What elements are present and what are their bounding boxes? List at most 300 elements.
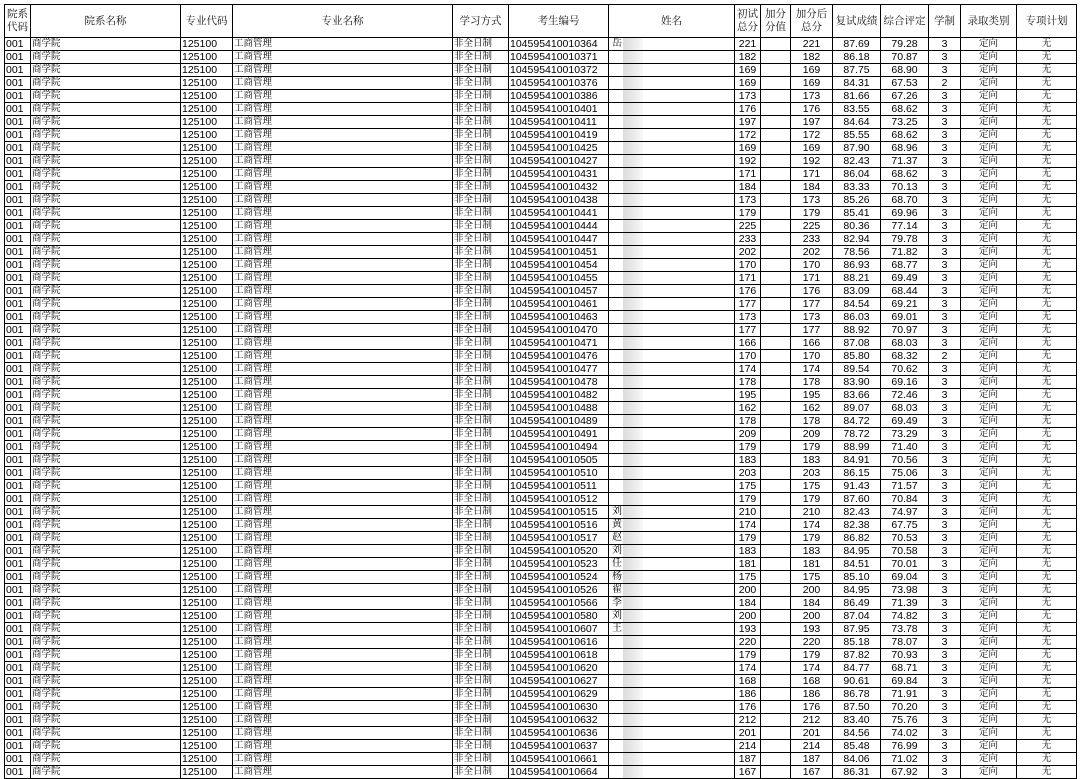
- redaction-blur: [623, 376, 643, 388]
- cell-dept-code: 001: [5, 311, 31, 324]
- cell-major-name: 工商管理: [233, 701, 453, 714]
- cell-overall: 71.37: [881, 155, 929, 168]
- cell-major-name: 工商管理: [233, 493, 453, 506]
- cell-dept-name: 商学院: [31, 155, 181, 168]
- redaction-blur: [623, 207, 643, 219]
- cell-major-name: 工商管理: [233, 636, 453, 649]
- cell-retest-score: 85.26: [833, 194, 881, 207]
- cell-retest-score: 83.33: [833, 181, 881, 194]
- cell-total-after-bonus: 214: [791, 740, 833, 753]
- cell-retest-score: 84.56: [833, 727, 881, 740]
- redaction-blur: [623, 246, 643, 258]
- cell-major-name: 工商管理: [233, 623, 453, 636]
- cell-study-mode: 非全日制: [453, 350, 509, 363]
- cell-special-plan: 无: [1017, 324, 1077, 337]
- cell-prelim-total: 171: [735, 168, 761, 181]
- cell-total-after-bonus: 167: [791, 766, 833, 779]
- cell-overall: 77.14: [881, 220, 929, 233]
- cell-overall: 75.76: [881, 714, 929, 727]
- cell-overall: 68.77: [881, 259, 929, 272]
- candidate-name: [610, 337, 612, 348]
- cell-prelim-total: 169: [735, 142, 761, 155]
- cell-dept-code: 001: [5, 389, 31, 402]
- cell-years: 3: [929, 181, 961, 194]
- redaction-blur: [623, 571, 643, 583]
- cell-retest-score: 87.82: [833, 649, 881, 662]
- cell-dept-name: 商学院: [31, 610, 181, 623]
- cell-admission-type: 定向: [961, 376, 1017, 389]
- cell-admission-type: 定向: [961, 636, 1017, 649]
- cell-total-after-bonus: 193: [791, 623, 833, 636]
- table-header: [5, 5, 1077, 38]
- cell-prelim-total: 178: [735, 376, 761, 389]
- cell-study-mode: 非全日制: [453, 467, 509, 480]
- cell-exam-no: 104595410010463: [509, 311, 609, 324]
- cell-name: [609, 402, 735, 415]
- cell-years: 3: [929, 493, 961, 506]
- cell-major-name: 工商管理: [233, 584, 453, 597]
- cell-name: [609, 272, 735, 285]
- cell-study-mode: 非全日制: [453, 207, 509, 220]
- cell-dept-name: 商学院: [31, 64, 181, 77]
- cell-bonus: [761, 532, 791, 545]
- cell-name: [609, 649, 735, 662]
- cell-special-plan: 无: [1017, 389, 1077, 402]
- table-row: [5, 506, 1077, 519]
- redaction-blur: [623, 90, 643, 102]
- cell-dept-name: 商学院: [31, 753, 181, 766]
- cell-study-mode: 非全日制: [453, 324, 509, 337]
- cell-major-name: 工商管理: [233, 428, 453, 441]
- table-row: [5, 90, 1077, 103]
- cell-major-name: 工商管理: [233, 272, 453, 285]
- cell-name: [609, 753, 735, 766]
- cell-total-after-bonus: 178: [791, 376, 833, 389]
- cell-years: 3: [929, 90, 961, 103]
- cell-special-plan: 无: [1017, 155, 1077, 168]
- redaction-blur: [623, 766, 643, 778]
- cell-dept-code: 001: [5, 493, 31, 506]
- cell-special-plan: 无: [1017, 415, 1077, 428]
- cell-overall: 76.99: [881, 740, 929, 753]
- admission-table: [4, 4, 1077, 779]
- cell-prelim-total: 183: [735, 545, 761, 558]
- cell-bonus: [761, 324, 791, 337]
- cell-prelim-total: 177: [735, 324, 761, 337]
- cell-major-name: 工商管理: [233, 129, 453, 142]
- header-total-after-bonus: 加分后总分: [791, 5, 833, 38]
- cell-major-code: 125100: [181, 727, 233, 740]
- cell-study-mode: 非全日制: [453, 662, 509, 675]
- cell-bonus: [761, 493, 791, 506]
- cell-retest-score: 86.15: [833, 467, 881, 480]
- cell-retest-score: 88.99: [833, 441, 881, 454]
- cell-major-code: 125100: [181, 753, 233, 766]
- cell-dept-code: 001: [5, 753, 31, 766]
- redaction-blur: [623, 519, 643, 531]
- table-body: [5, 38, 1077, 779]
- cell-dept-code: 001: [5, 584, 31, 597]
- cell-prelim-total: 212: [735, 714, 761, 727]
- candidate-name: [610, 467, 612, 478]
- cell-years: 3: [929, 636, 961, 649]
- cell-special-plan: 无: [1017, 753, 1077, 766]
- candidate-name: [610, 688, 612, 699]
- cell-dept-code: 001: [5, 740, 31, 753]
- cell-overall: 67.26: [881, 90, 929, 103]
- cell-admission-type: 定向: [961, 714, 1017, 727]
- cell-major-code: 125100: [181, 272, 233, 285]
- cell-dept-code: 001: [5, 727, 31, 740]
- candidate-name: [610, 246, 612, 257]
- cell-total-after-bonus: 187: [791, 753, 833, 766]
- cell-dept-name: 商学院: [31, 103, 181, 116]
- candidate-name: [610, 207, 612, 218]
- cell-bonus: [761, 610, 791, 623]
- cell-dept-code: 001: [5, 350, 31, 363]
- cell-bonus: [761, 454, 791, 467]
- cell-exam-no: 104595410010372: [509, 64, 609, 77]
- cell-dept-code: 001: [5, 77, 31, 90]
- cell-study-mode: 非全日制: [453, 168, 509, 181]
- cell-retest-score: 85.55: [833, 129, 881, 142]
- header-exam-no: 考生编号: [509, 5, 609, 38]
- cell-prelim-total: 162: [735, 402, 761, 415]
- cell-prelim-total: 201: [735, 727, 761, 740]
- cell-admission-type: 定向: [961, 129, 1017, 142]
- header-name: 姓名: [609, 5, 735, 38]
- cell-major-name: 工商管理: [233, 246, 453, 259]
- header-dept-name: 院系名称: [31, 5, 181, 38]
- cell-overall: 71.40: [881, 441, 929, 454]
- redaction-blur: [623, 402, 643, 414]
- cell-dept-code: 001: [5, 402, 31, 415]
- cell-special-plan: 无: [1017, 428, 1077, 441]
- cell-major-code: 125100: [181, 675, 233, 688]
- cell-special-plan: 无: [1017, 259, 1077, 272]
- cell-exam-no: 104595410010364: [509, 38, 609, 51]
- cell-overall: 68.03: [881, 337, 929, 350]
- cell-admission-type: 定向: [961, 402, 1017, 415]
- cell-total-after-bonus: 184: [791, 181, 833, 194]
- cell-years: 3: [929, 272, 961, 285]
- cell-exam-no: 104595410010566: [509, 597, 609, 610]
- cell-study-mode: 非全日制: [453, 506, 509, 519]
- cell-dept-code: 001: [5, 194, 31, 207]
- cell-study-mode: 非全日制: [453, 246, 509, 259]
- cell-study-mode: 非全日制: [453, 142, 509, 155]
- table-row: [5, 233, 1077, 246]
- candidate-name: 王: [612, 623, 622, 634]
- cell-years: 3: [929, 506, 961, 519]
- cell-total-after-bonus: 173: [791, 90, 833, 103]
- cell-total-after-bonus: 182: [791, 51, 833, 64]
- table-row: [5, 740, 1077, 753]
- table-row: [5, 324, 1077, 337]
- cell-exam-no: 104595410010511: [509, 480, 609, 493]
- cell-admission-type: 定向: [961, 545, 1017, 558]
- cell-retest-score: 80.36: [833, 220, 881, 233]
- cell-dept-code: 001: [5, 51, 31, 64]
- redaction-blur: [623, 623, 643, 635]
- cell-exam-no: 104595410010491: [509, 428, 609, 441]
- cell-overall: 68.96: [881, 142, 929, 155]
- redaction-blur: [623, 740, 643, 752]
- cell-years: 3: [929, 584, 961, 597]
- cell-exam-no: 104595410010441: [509, 207, 609, 220]
- cell-prelim-total: 195: [735, 389, 761, 402]
- cell-dept-code: 001: [5, 272, 31, 285]
- cell-exam-no: 104595410010419: [509, 129, 609, 142]
- table-row: [5, 142, 1077, 155]
- cell-admission-type: 定向: [961, 298, 1017, 311]
- cell-name: [609, 168, 735, 181]
- cell-prelim-total: 174: [735, 662, 761, 675]
- candidate-name: [610, 129, 612, 140]
- cell-special-plan: 无: [1017, 636, 1077, 649]
- cell-special-plan: 无: [1017, 311, 1077, 324]
- cell-admission-type: 定向: [961, 571, 1017, 584]
- cell-name: [609, 597, 735, 610]
- cell-admission-type: 定向: [961, 324, 1017, 337]
- candidate-name: [610, 740, 612, 751]
- cell-study-mode: 非全日制: [453, 532, 509, 545]
- candidate-name: [610, 415, 612, 426]
- candidate-name: [610, 194, 612, 205]
- header-bonus: 加分分值: [761, 5, 791, 38]
- cell-exam-no: 104595410010607: [509, 623, 609, 636]
- cell-prelim-total: 169: [735, 77, 761, 90]
- header-study-mode: 学习方式: [453, 5, 509, 38]
- cell-total-after-bonus: 174: [791, 519, 833, 532]
- candidate-name: [610, 142, 612, 153]
- cell-special-plan: 无: [1017, 337, 1077, 350]
- cell-exam-no: 104595410010371: [509, 51, 609, 64]
- cell-name: [609, 77, 735, 90]
- cell-admission-type: 定向: [961, 90, 1017, 103]
- cell-dept-name: 商学院: [31, 558, 181, 571]
- cell-prelim-total: 177: [735, 298, 761, 311]
- cell-admission-type: 定向: [961, 181, 1017, 194]
- cell-name: [609, 51, 735, 64]
- cell-years: 3: [929, 51, 961, 64]
- cell-overall: 69.96: [881, 207, 929, 220]
- redaction-blur: [623, 701, 643, 713]
- cell-dept-name: 商学院: [31, 740, 181, 753]
- table-row: [5, 623, 1077, 636]
- cell-major-name: 工商管理: [233, 51, 453, 64]
- cell-major-code: 125100: [181, 454, 233, 467]
- cell-dept-code: 001: [5, 441, 31, 454]
- cell-dept-name: 商学院: [31, 220, 181, 233]
- cell-exam-no: 104595410010620: [509, 662, 609, 675]
- cell-overall: 74.02: [881, 727, 929, 740]
- cell-bonus: [761, 155, 791, 168]
- cell-name: [609, 233, 735, 246]
- cell-dept-code: 001: [5, 376, 31, 389]
- cell-exam-no: 104595410010637: [509, 740, 609, 753]
- cell-bonus: [761, 571, 791, 584]
- cell-retest-score: 84.64: [833, 116, 881, 129]
- cell-study-mode: 非全日制: [453, 519, 509, 532]
- cell-special-plan: 无: [1017, 38, 1077, 51]
- cell-total-after-bonus: 202: [791, 246, 833, 259]
- cell-exam-no: 104595410010520: [509, 545, 609, 558]
- cell-prelim-total: 200: [735, 610, 761, 623]
- cell-retest-score: 84.95: [833, 584, 881, 597]
- cell-admission-type: 定向: [961, 220, 1017, 233]
- cell-dept-code: 001: [5, 428, 31, 441]
- cell-total-after-bonus: 170: [791, 350, 833, 363]
- cell-total-after-bonus: 176: [791, 285, 833, 298]
- candidate-name: [610, 90, 612, 101]
- redaction-blur: [623, 38, 643, 50]
- cell-overall: 70.56: [881, 454, 929, 467]
- cell-name: [609, 324, 735, 337]
- cell-special-plan: 无: [1017, 103, 1077, 116]
- cell-years: 3: [929, 649, 961, 662]
- cell-retest-score: 86.31: [833, 766, 881, 779]
- redaction-blur: [623, 753, 643, 765]
- cell-dept-code: 001: [5, 285, 31, 298]
- cell-study-mode: 非全日制: [453, 311, 509, 324]
- cell-exam-no: 104595410010512: [509, 493, 609, 506]
- cell-exam-no: 104595410010470: [509, 324, 609, 337]
- table-row: [5, 246, 1077, 259]
- cell-major-code: 125100: [181, 389, 233, 402]
- cell-retest-score: 84.51: [833, 558, 881, 571]
- cell-total-after-bonus: 203: [791, 467, 833, 480]
- cell-prelim-total: 210: [735, 506, 761, 519]
- cell-overall: 75.06: [881, 467, 929, 480]
- cell-overall: 69.49: [881, 415, 929, 428]
- cell-study-mode: 非全日制: [453, 571, 509, 584]
- cell-dept-name: 商学院: [31, 129, 181, 142]
- cell-bonus: [761, 194, 791, 207]
- cell-bonus: [761, 51, 791, 64]
- cell-major-code: 125100: [181, 636, 233, 649]
- redaction-blur: [623, 194, 643, 206]
- cell-retest-score: 83.66: [833, 389, 881, 402]
- cell-name: [609, 337, 735, 350]
- cell-exam-no: 104595410010629: [509, 688, 609, 701]
- cell-study-mode: 非全日制: [453, 363, 509, 376]
- cell-admission-type: 定向: [961, 350, 1017, 363]
- candidate-name: [610, 233, 612, 244]
- cell-name: [609, 363, 735, 376]
- cell-study-mode: 非全日制: [453, 389, 509, 402]
- cell-admission-type: 定向: [961, 454, 1017, 467]
- cell-special-plan: 无: [1017, 350, 1077, 363]
- cell-years: 3: [929, 545, 961, 558]
- cell-dept-code: 001: [5, 766, 31, 779]
- redaction-blur: [623, 662, 643, 674]
- cell-dept-code: 001: [5, 415, 31, 428]
- cell-dept-name: 商学院: [31, 389, 181, 402]
- cell-name: [609, 675, 735, 688]
- cell-name: [609, 532, 735, 545]
- cell-total-after-bonus: 184: [791, 597, 833, 610]
- cell-prelim-total: 181: [735, 558, 761, 571]
- redaction-blur: [623, 116, 643, 128]
- cell-dept-code: 001: [5, 116, 31, 129]
- cell-major-name: 工商管理: [233, 298, 453, 311]
- candidate-name: 刘: [612, 610, 622, 621]
- cell-major-code: 125100: [181, 584, 233, 597]
- cell-exam-no: 104595410010386: [509, 90, 609, 103]
- cell-total-after-bonus: 186: [791, 688, 833, 701]
- cell-overall: 70.01: [881, 558, 929, 571]
- cell-major-code: 125100: [181, 207, 233, 220]
- cell-study-mode: 非全日制: [453, 51, 509, 64]
- cell-name: [609, 64, 735, 77]
- cell-exam-no: 104595410010478: [509, 376, 609, 389]
- cell-bonus: [761, 363, 791, 376]
- candidate-name: [610, 155, 612, 166]
- cell-retest-score: 85.10: [833, 571, 881, 584]
- cell-exam-no: 104595410010461: [509, 298, 609, 311]
- candidate-name: [610, 402, 612, 413]
- candidate-name: [610, 77, 612, 88]
- cell-years: 3: [929, 376, 961, 389]
- cell-bonus: [761, 207, 791, 220]
- cell-bonus: [761, 753, 791, 766]
- cell-admission-type: 定向: [961, 506, 1017, 519]
- cell-dept-name: 商学院: [31, 259, 181, 272]
- cell-total-after-bonus: 173: [791, 311, 833, 324]
- cell-total-after-bonus: 179: [791, 207, 833, 220]
- cell-dept-name: 商学院: [31, 623, 181, 636]
- cell-admission-type: 定向: [961, 272, 1017, 285]
- redaction-blur: [623, 337, 643, 349]
- cell-study-mode: 非全日制: [453, 701, 509, 714]
- cell-name: [609, 584, 735, 597]
- redaction-blur: [623, 649, 643, 661]
- redaction-blur: [623, 714, 643, 726]
- cell-prelim-total: 203: [735, 467, 761, 480]
- cell-exam-no: 104595410010505: [509, 454, 609, 467]
- cell-dept-name: 商学院: [31, 519, 181, 532]
- candidate-name: [610, 714, 612, 725]
- candidate-name: 刘: [612, 506, 622, 517]
- candidate-name: [610, 220, 612, 231]
- cell-admission-type: 定向: [961, 675, 1017, 688]
- cell-dept-name: 商学院: [31, 272, 181, 285]
- cell-major-name: 工商管理: [233, 350, 453, 363]
- cell-dept-code: 001: [5, 597, 31, 610]
- cell-total-after-bonus: 176: [791, 701, 833, 714]
- cell-major-name: 工商管理: [233, 649, 453, 662]
- redaction-blur: [623, 428, 643, 440]
- candidate-name: [610, 350, 612, 361]
- cell-bonus: [761, 389, 791, 402]
- redaction-blur: [623, 688, 643, 700]
- cell-special-plan: 无: [1017, 51, 1077, 64]
- cell-special-plan: 无: [1017, 493, 1077, 506]
- cell-bonus: [761, 376, 791, 389]
- cell-exam-no: 104595410010510: [509, 467, 609, 480]
- cell-special-plan: 无: [1017, 506, 1077, 519]
- cell-prelim-total: 170: [735, 350, 761, 363]
- cell-total-after-bonus: 172: [791, 129, 833, 142]
- cell-bonus: [761, 350, 791, 363]
- cell-years: 3: [929, 428, 961, 441]
- cell-overall: 73.98: [881, 584, 929, 597]
- cell-special-plan: 无: [1017, 766, 1077, 779]
- candidate-name: [610, 103, 612, 114]
- cell-study-mode: 非全日制: [453, 90, 509, 103]
- cell-bonus: [761, 220, 791, 233]
